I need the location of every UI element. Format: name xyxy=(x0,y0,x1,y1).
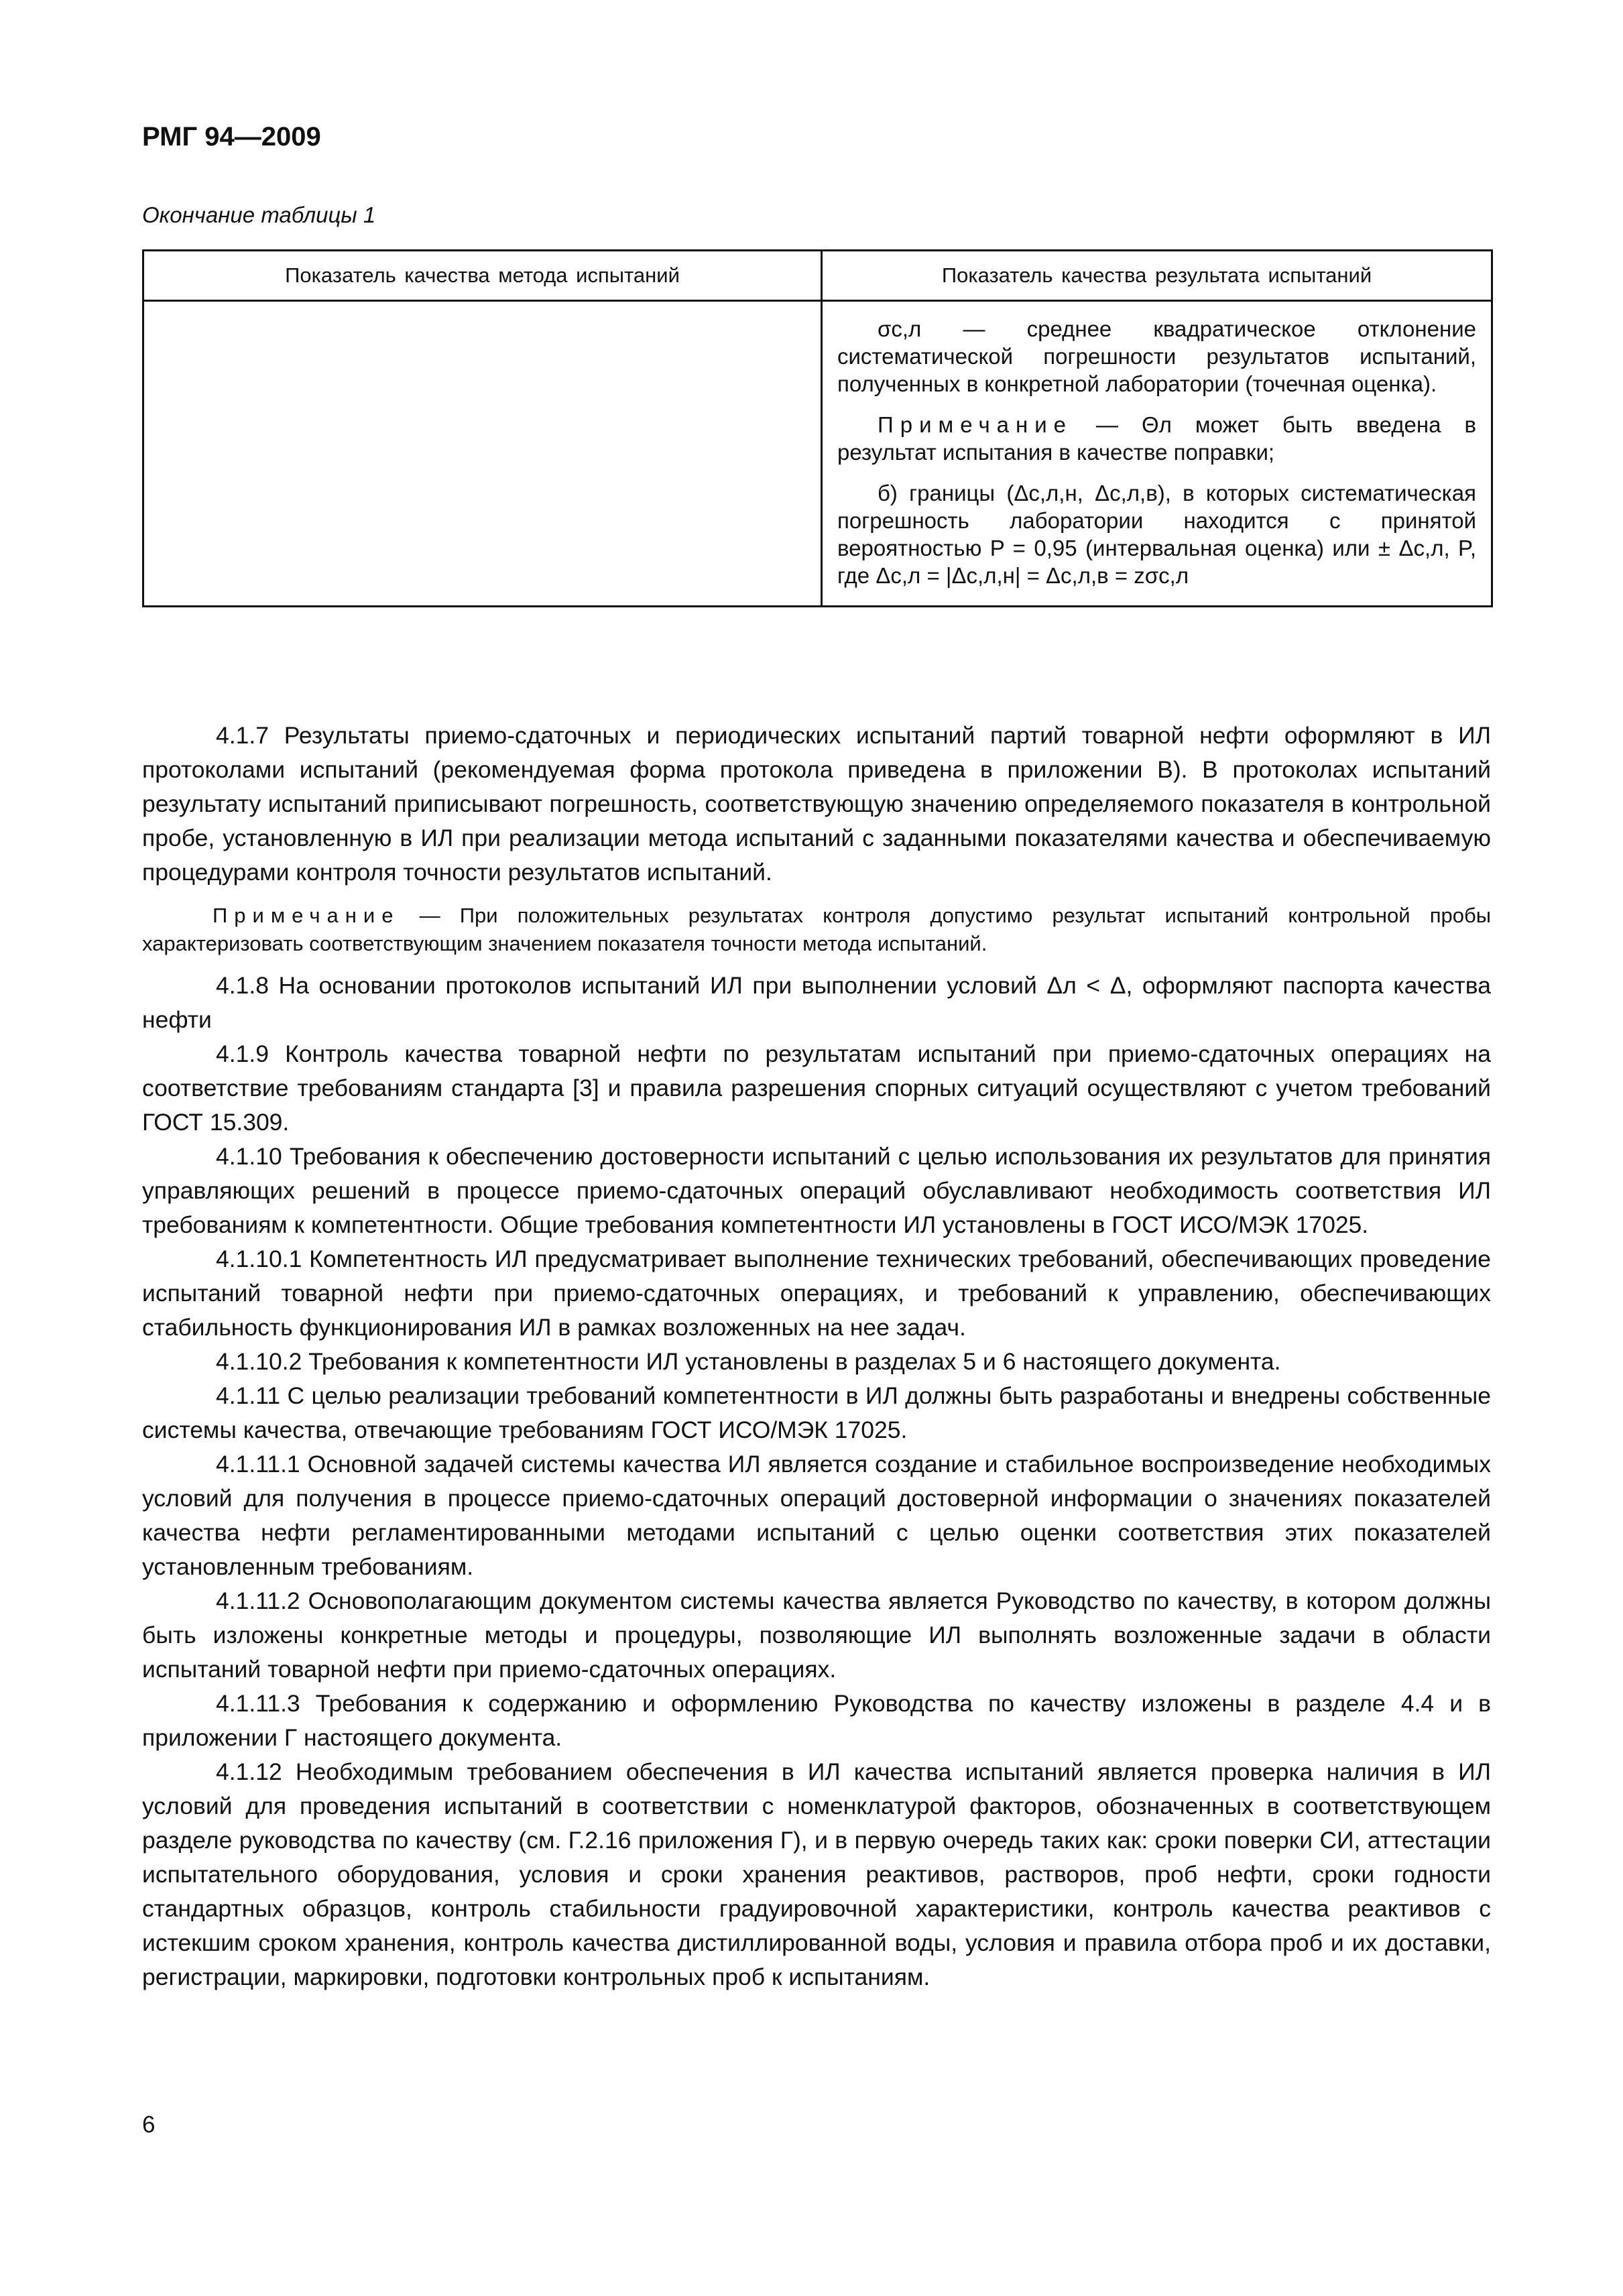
note-text: — Θл может быть введена в результат испытания в качестве поправки; xyxy=(837,412,1476,465)
page-number: 6 xyxy=(142,2112,156,2138)
para-4-1-11-3: 4.1.11.3 Требования к содержанию и оформлению Руководства по качеству изложены в разделе 4.4 и в приложении Г настоящего документа. xyxy=(142,1690,1491,1751)
col2-header: Показатель качества результата испытаний xyxy=(822,251,1492,301)
table-1 xyxy=(142,249,1493,607)
note-label: Примечание xyxy=(213,904,400,927)
table-note xyxy=(837,411,1476,466)
para-4-1-10-2: 4.1.10.2 Требования к компетентности ИЛ установлены в разделах 5 и 6 настоящего документа. xyxy=(216,1348,1281,1375)
table-caption: Окончание таблицы 1 xyxy=(142,202,376,227)
para-4-1-7: 4.1.7 Результаты приемо-сдаточных и периодических испытаний партий товарной нефти оформляют в ИЛ протоколами испытаний (рекомендуемая форма протокола приведена в приложении В). В протоколах испытаний результату испытаний приписывают погрешность, соответствующую значению определяемого показателя в контрольной пробе, установленную в ИЛ при реализации метода испытаний с заданными показателями качества и обеспечиваемую процедурами контроля точности результатов испытаний. xyxy=(142,722,1491,886)
sigma-definition: σс,л — среднее квадратическое отклонение систематической погрешности результатов испытаний, полученных в конкретной лаборатории (точечная оценка). xyxy=(837,316,1476,396)
body-text xyxy=(142,719,1491,1994)
note-label: Примечание xyxy=(878,412,1073,437)
col2-cell xyxy=(822,301,1492,607)
note-text: — При положительных результатах контроля допустимо результат испытаний контрольной пробы характеризовать соответствующим значением показателя точности метода испытаний. xyxy=(142,904,1491,955)
col1-cell xyxy=(143,301,822,607)
para-4-1-11-1: 4.1.11.1 Основной задачей системы качества ИЛ является создание и стабильное воспроизведение необходимых условий для получения в процессе приемо-сдаточных операций достоверной информации о значениях показателей качества нефти регламентированными методами испытаний с целью оценки соответствия этих показателей установленным требованиям. xyxy=(142,1451,1491,1580)
document-code: РМГ 94—2009 xyxy=(142,122,321,152)
para-4-1-10-1: 4.1.10.1 Компетентность ИЛ предусматривает выполнение технических требований, обеспечивающих проведение испытаний товарной нефти при приемо-сдаточных операциях, и требований к управлению, обеспечивающих стабильность функционирования ИЛ в рамках возложенных на нее задач. xyxy=(142,1246,1491,1341)
para-4-1-12: 4.1.12 Необходимым требованием обеспечения в ИЛ качества испытаний является проверка наличия в ИЛ условий для проведения испытаний в соответствии с номенклатурой факторов, обозначенных в соответствующем разделе руководства по качеству (см. Г.2.16 приложения Г), и в первую очередь таких как: сроки поверки СИ, аттестации испытательного оборудования, условия и сроки хранения реактивов, растворов, проб нефти, сроки годности стандартных образцов, контроль стабильности градуировочной характеристики, контроль качества реактивов с истекшим сроком хранения, контроль качества дистиллированной воды, условия и правила отбора проб и их доставки, регистрации, маркировки, подготовки контрольных проб к испытаниям. xyxy=(142,1758,1491,1990)
para-4-1-11-2: 4.1.11.2 Основополагающим документом системы качества является Руководство по качеству, в котором должны быть изложены конкретные методы и процедуры, позволяющие ИЛ выполнять возложенные задачи в области испытаний товарной нефти при приемо-сдаточных операциях. xyxy=(142,1587,1491,1683)
table-header-row xyxy=(143,251,1492,301)
para-4-1-10: 4.1.10 Требования к обеспечению достоверности испытаний с целью использования их результатов для принятия управляющих решений в процессе приемо-сдаточных операций обуславливают необходимость соответствия ИЛ требованиям к компетентности. Общие требования компетентности ИЛ установлены в ГОСТ ИСО/МЭК 17025. xyxy=(142,1143,1491,1238)
para-4-1-9: 4.1.9 Контроль качества товарной нефти по результатам испытаний при приемо-сдаточных операциях на соответствие требованиям стандарта [3] и правила разрешения спорных ситуаций осуществляют с учетом требований ГОСТ 15.309. xyxy=(142,1040,1491,1136)
para-4-1-8: 4.1.8 На основании протоколов испытаний ИЛ при выполнении условий Δл < Δ, оформляют паспорта качества нефти xyxy=(142,972,1491,1033)
para-4-1-11: 4.1.11 С целью реализации требований компетентности в ИЛ должны быть разработаны и внедрены собственные системы качества, отвечающие требованиям ГОСТ ИСО/МЭК 17025. xyxy=(142,1382,1491,1443)
table-row xyxy=(143,301,1492,607)
col1-header: Показатель качества метода испытаний xyxy=(143,251,822,301)
note-4-1-7 xyxy=(142,902,1491,958)
bounds-definition: б) границы (Δс,л,н, Δс,л,в), в которых систематическая погрешность лаборатории находится с принятой вероятностью P = 0,95 (интервальная оценка) или ± Δс,л, P, где Δс,л = |Δс,л,н| = Δс,л,в = zσс,л xyxy=(837,481,1476,588)
